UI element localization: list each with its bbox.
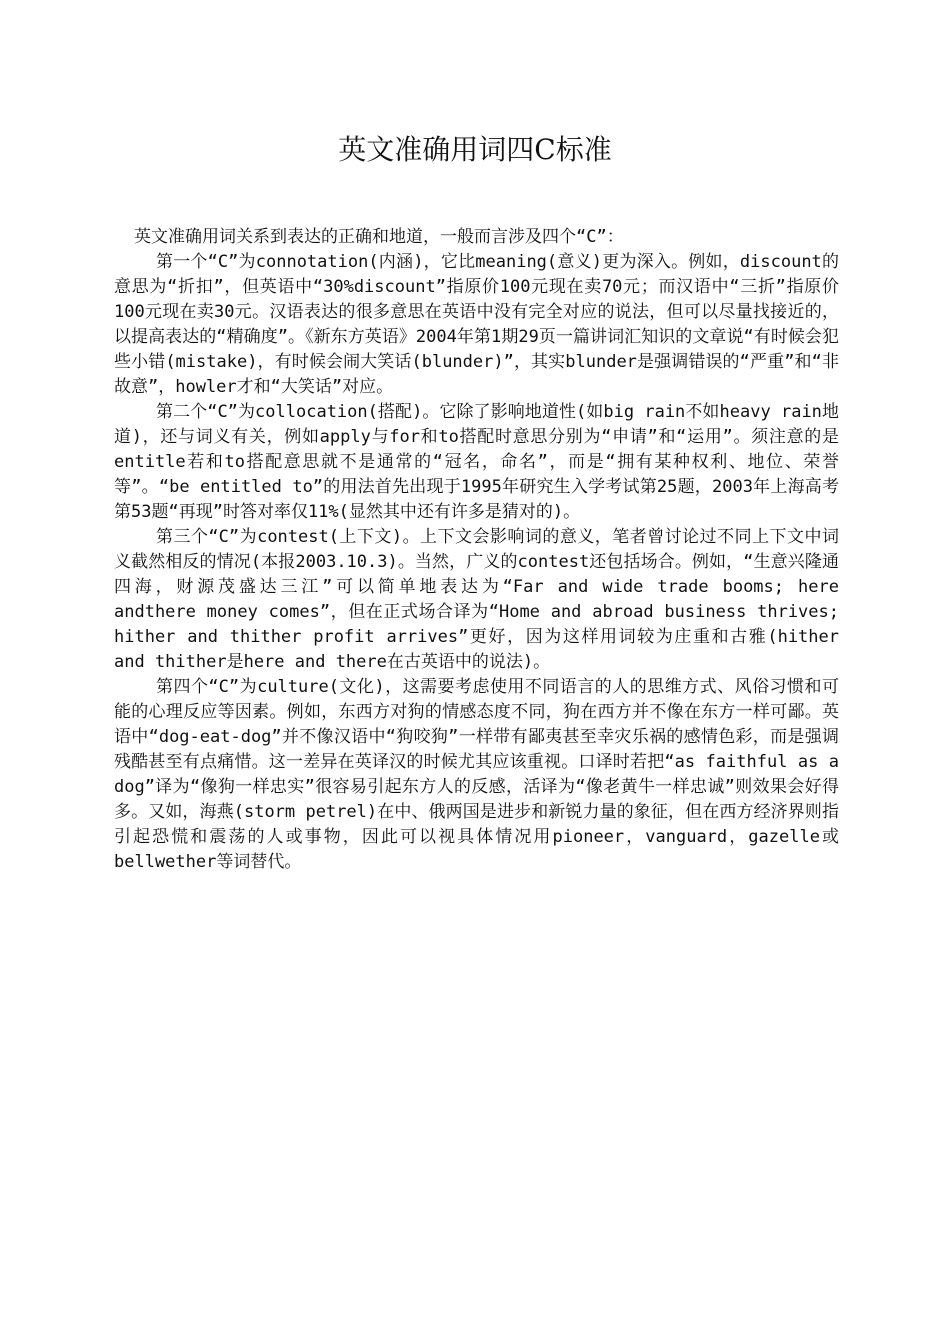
document-title: 英文准确用词四C标准 <box>338 133 612 166</box>
paragraph-collocation: 第二个“C”为collocation(搭配)。它除了影响地道性(如big rain不如heavy rain地道)，还与词义有关，例如apply与for和to搭配时意思分别为“申请”和“运用”。须注意的是entitle若和to搭配意思就不是通常的“冠名，命名”，而是“拥有某种权利、地位、荣誉等”。“be entitled to”的用法首先出现于1995年研究生入学考试第25题，2003年上海高考第53题“再现”时答对率仅11%(显然其中还有许多是猜对的)。 <box>114 402 839 522</box>
document-body <box>114 225 839 875</box>
intro-paragraph: 英文准确用词关系到表达的正确和地道，一般而言涉及四个“C”： <box>134 227 624 247</box>
paragraph-culture: 第四个“C”为culture(文化)，这需要考虑使用不同语言的人的思维方式、风俗习惯和可能的心理反应等因素。例如，东西方对狗的情感态度不同，狗在西方并不像在东方一样可鄙。英语中“dog-eat-dog”并不像汉语中“狗咬狗”一样带有鄙夷甚至幸灾乐祸的感情色彩，而是强调残酷甚至有点痛惜。这一差异在英译汉的时候尤其应该重视。口译时若把“as faithful as a dog”译为“像狗一样忠实”很容易引起东方人的反感，活译为“像老黄牛一样忠诚”则效果会好得多。又如，海燕(storm petrel)在中、俄两国是进步和新锐力量的象征，但在西方经济界则指引起恐慌和震荡的人或事物，因此可以视具体情况用pioneer，vanguard，gazelle或bellwether等词替代。 <box>114 677 839 872</box>
paragraph-connotation: 第一个“C”为connotation(内涵)，它比meaning(意义)更为深入。例如，discount的意思为“折扣”，但英语中“30%discount”指原价100元现在卖70元；而汉语中“三折”指原价100元现在卖30元。汉语表达的很多意思在英语中没有完全对应的说法，但可以尽量找接近的，以提高表达的“精确度”。《新东方英语》2004年第1期29页一篇讲词汇知识的文章说“有时候会犯些小错(mistake)，有时候会闹大笑话(blunder)”，其实blunder是强调错误的“严重”和“非故意”，howler才和“大笑话”对应。 <box>114 252 839 397</box>
paragraph-contest: 第三个“C”为contest(上下文)。上下文会影响词的意义，笔者曾讨论过不同上下文中词义截然相反的情况(本报2003.10.3)。当然，广义的contest还包括场合。例如，“生意兴隆通四海，财源茂盛达三江”可以简单地表达为“Far and wide trade booms; here andthere money comes”，但在正式场合译为“Home and abroad business thrives; hither and thither profit arrives”更好，因为这样用词较为庄重和古雅(hither and thither是here and there在古英语中的说法)。 <box>114 527 839 672</box>
